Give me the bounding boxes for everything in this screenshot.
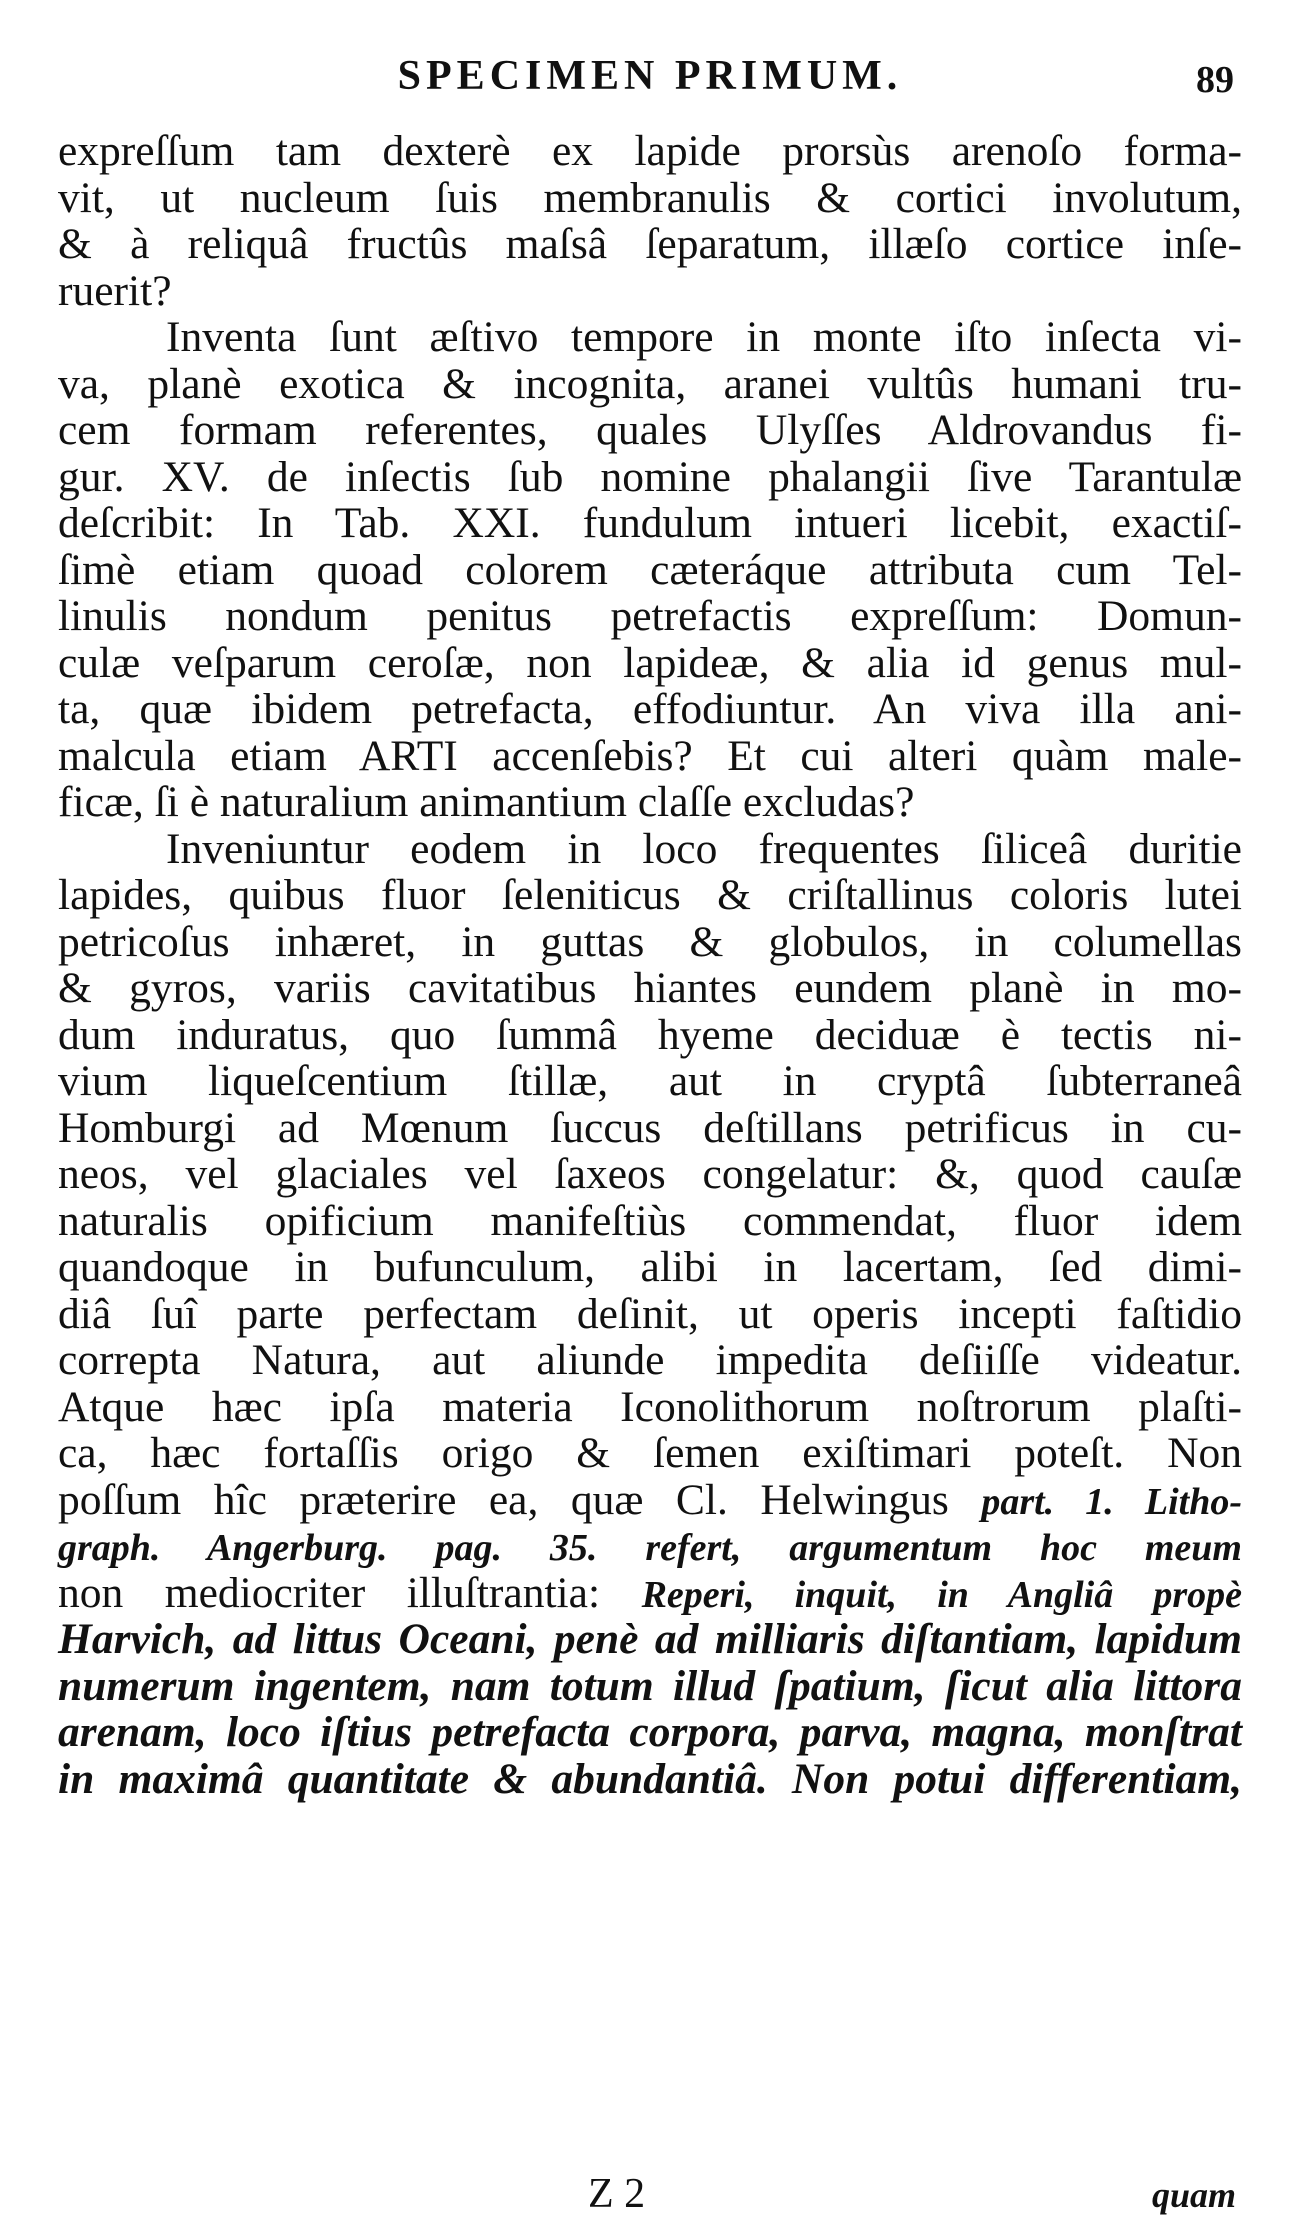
- text-line: quandoque in bufunculum, alibi in lacertam, ſed dimi-: [58, 1243, 1242, 1291]
- text-segment: poſſum hîc præterire ea, quæ Cl. Helwingus: [58, 1475, 949, 1524]
- text-line: neos, vel glaciales vel ſaxeos congelatur: &, quod cauſæ: [58, 1150, 1242, 1198]
- text-line: diâ ſuî parte perfectam deſinit, ut operis incepti faſtidio: [58, 1289, 1242, 1338]
- text-line: deſcribit: In Tab. XXI. fundulum intueri licebit, exactiſ-: [58, 499, 1242, 547]
- text-line-with-reference: [58, 1477, 1242, 1524]
- text-line: ſimè etiam quoad colorem cæteráque attributa cum Tel-: [58, 545, 1242, 594]
- text-line: va, planè exotica & incognita, aranei vultûs humani tru-: [58, 359, 1242, 408]
- page-footer: [58, 2170, 1242, 2220]
- text-line: & à reliquâ fructûs maſsâ ſeparatum, illæſo cortice inſe-: [58, 220, 1242, 268]
- paragraph-start-line: Inveniuntur eodem in loco frequentes ſiliceâ duritie: [166, 824, 1242, 873]
- body-text: [58, 128, 1242, 1802]
- text-line: culæ veſparum ceroſæ, non lapideæ, & alia id genus mul-: [58, 638, 1242, 687]
- text-line: naturalis opificium manifeſtiùs commendat, fluor idem: [58, 1196, 1242, 1245]
- text-line: & gyros, variis cavitatibus hiantes eundem planè in mo-: [58, 964, 1242, 1012]
- text-line: malcula etiam ARTI accenſebis? Et cui alteri quàm male-: [58, 731, 1242, 780]
- quotation-line: Harvich, ad littus Oceani, penè ad milliaris diſtantiam, lapidum: [58, 1615, 1242, 1663]
- quotation-line: in maximâ quantitate & abundantiâ. Non potui differentiam,: [58, 1754, 1242, 1803]
- text-line: ficæ, ſi è naturalium animantium claſſe excludas?: [58, 778, 915, 826]
- text-line: correpta Natura, aut aliunde impedita deſiiſſe videatur.: [58, 1336, 1242, 1384]
- text-line: lapides, quibus fluor ſeleniticus & criſtallinus coloris lutei: [58, 871, 1242, 919]
- text-line: [58, 1523, 1242, 1570]
- paragraph-start-line: Inventa ſunt æſtivo tempore in monte iſto inſecta vi-: [166, 313, 1242, 361]
- citation-reference: graph. Angerburg. pag. 35. refert, argumentum hoc meum: [58, 1527, 1242, 1569]
- quotation-start: Reperi, inquit, in Angliâ propè: [641, 1573, 1242, 1616]
- text-line: ruerit?: [58, 266, 172, 315]
- text-segment: non mediocriter illuſtrantia:: [58, 1568, 601, 1617]
- signature-mark: Z 2: [588, 2171, 646, 2217]
- text-line-with-quote: [58, 1570, 1242, 1617]
- text-line: linulis nondum penitus petrefactis expreſſum: Domun-: [58, 592, 1242, 640]
- text-line: Atque hæc ipſa materia Iconolithorum noſtrorum plaſti-: [58, 1382, 1242, 1431]
- page-header: [60, 52, 1240, 112]
- citation-reference: part. 1. Litho-: [981, 1480, 1243, 1523]
- text-line: ta, quæ ibidem petrefacta, effodiuntur. An viva illa ani-: [58, 685, 1242, 733]
- text-line: Homburgi ad Mœnum ſuccus deſtillans petrificus in cu-: [58, 1103, 1242, 1152]
- text-line: dum induratus, quo ſummâ hyeme deciduæ è tectis ni-: [58, 1010, 1242, 1059]
- text-line: vit, ut nucleum ſuis membranulis & cortici involutum,: [58, 173, 1242, 222]
- catchword: quam: [1151, 2175, 1236, 2215]
- text-line: petricoſus inhæret, in guttas & globulos, in columellas: [58, 917, 1242, 966]
- running-title: SPECIMEN PRIMUM.: [397, 53, 903, 99]
- text-line: cem formam referentes, quales Ulyſſes Aldrovandus fi-: [58, 406, 1242, 454]
- text-line: vium liqueſcentium ſtillæ, aut in cryptâ ſubterraneâ: [58, 1057, 1242, 1105]
- text-line: gur. XV. de inſectis ſub nomine phalangii ſive Tarantulæ: [58, 452, 1242, 501]
- text-line: ca, hæc fortaſſis origo & ſemen exiſtimari poteſt. Non: [58, 1429, 1242, 1477]
- text-line: expreſſum tam dexterè ex lapide prorsùs arenoſo forma-: [58, 127, 1242, 175]
- quotation-line: arenam, loco iſtius petrefacta corpora, parva, magna, monſtrat: [58, 1708, 1242, 1756]
- page-number: 89: [1196, 59, 1234, 101]
- quotation-line: numerum ingentem, nam totum illud ſpatium, ſicut alia littora: [58, 1661, 1242, 1710]
